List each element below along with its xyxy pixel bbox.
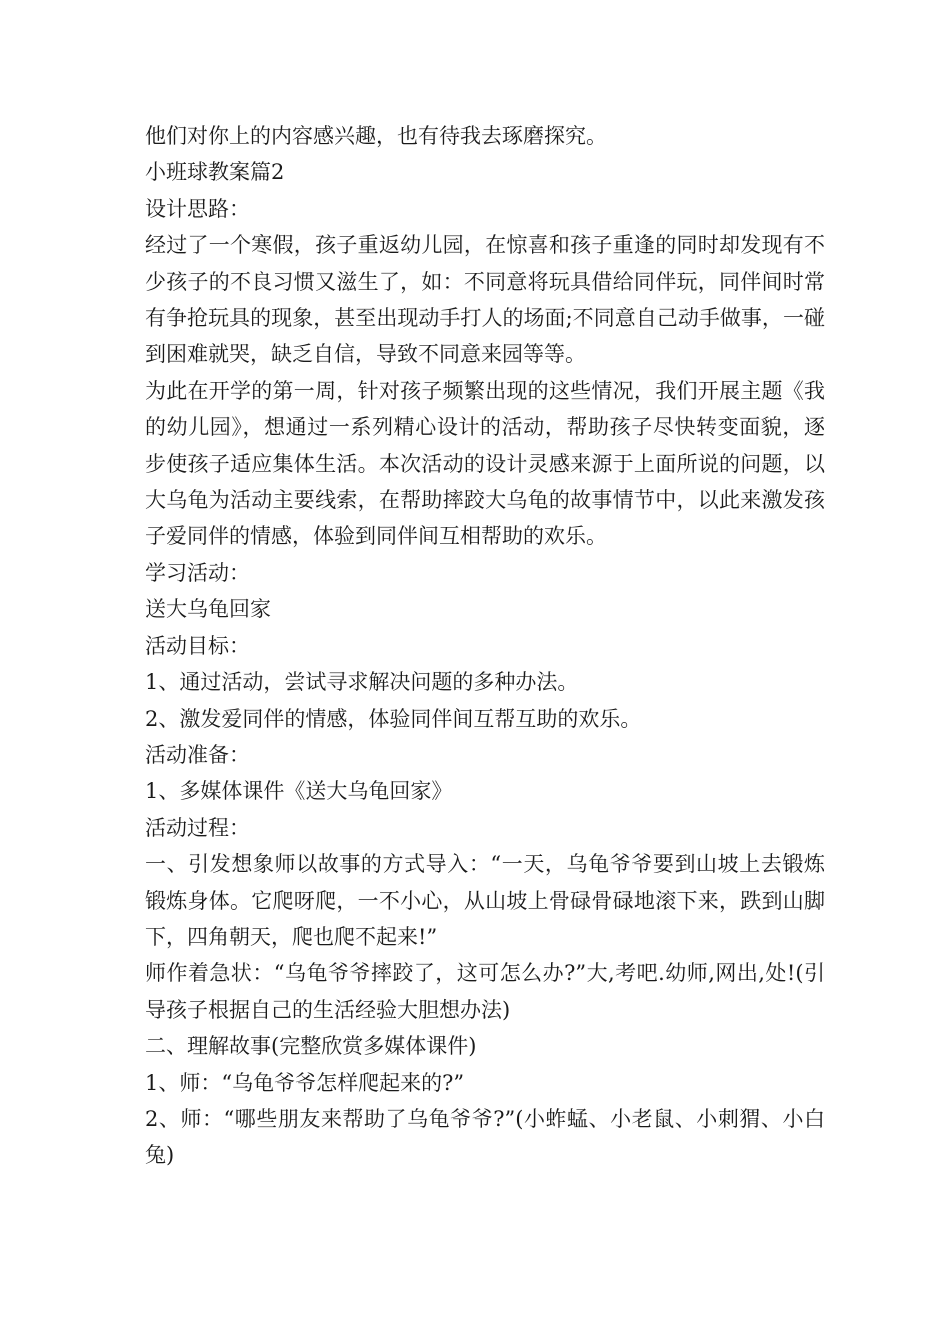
section-heading: 小班球教案篇2 xyxy=(145,160,285,185)
paragraph-intro-end: 他们对你上的内容感兴趣，也有待我去琢磨探究。 xyxy=(145,124,607,148)
activity-title: 送大乌龟回家 xyxy=(145,597,271,622)
goal-item-2: 2、激发爱同伴的情感，体验同伴间互帮互助的欢乐。 xyxy=(145,706,642,731)
activity-goals-label: 活动目标： xyxy=(145,633,250,658)
activity-process-label: 活动过程： xyxy=(145,815,250,840)
activity-preparation-label: 活动准备： xyxy=(145,742,250,767)
preparation-item-1: 1、多媒体课件《送大乌龟回家》 xyxy=(145,779,453,804)
goal-item-1: 1、通过活动，尝试寻求解决问题的多种办法。 xyxy=(145,670,579,695)
document-page xyxy=(145,118,825,1174)
question-1: 1、师：“乌龟爷爷怎样爬起来的?” xyxy=(145,1070,465,1095)
process-step-2: 二、理解故事(完整欣赏多媒体课件) xyxy=(145,1034,477,1059)
process-step-1: 一、引发想象师以故事的方式导入：“一天，乌龟爷爷要到山坡上去锻炼锻炼身体。它爬呀爬，一不小心，从山坡上骨碌骨碌地滚下来，跌到山脚下，四角朝天，爬也爬不起来!” xyxy=(145,852,825,949)
design-idea-paragraph-2: 为此在开学的第一周，针对孩子频繁出现的这些情况，我们开展主题《我的幼儿园》，想通过一系列精心设计的活动，帮助孩子尽快转变面貌，逐步使孩子适应集体生活。本次活动的设计灵感来源于上面所说的问题，以大乌龟为活动主要线索，在帮助摔跤大乌龟的故事情节中，以此来激发孩子爱同伴的情感，体验到同伴间互相帮助的欢乐。 xyxy=(145,378,825,549)
learning-activity-label: 学习活动： xyxy=(145,560,250,585)
design-idea-label: 设计思路： xyxy=(145,196,250,221)
design-idea-paragraph-1: 经过了一个寒假，孩子重返幼儿园，在惊喜和孩子重逢的同时却发现有不少孩子的不良习惯又滋生了，如：不同意将玩具借给同伴玩，同伴间时常有争抢玩具的现象，甚至出现动手打人的场面;不同意自己动手做事，一碰到困难就哭，缺乏自信，导致不同意来园等等。 xyxy=(145,233,825,367)
teacher-action: 师作着急状：“乌龟爷爷摔跤了，这可怎么办?”大,考吧.幼师,网出,处!(引导孩子根据自己的生活经验大胆想办法) xyxy=(145,961,825,1022)
question-2: 2、师：“哪些朋友来帮助了乌龟爷爷?”(小蚱蜢、小老鼠、小刺猬、小白兔) xyxy=(145,1106,825,1168)
